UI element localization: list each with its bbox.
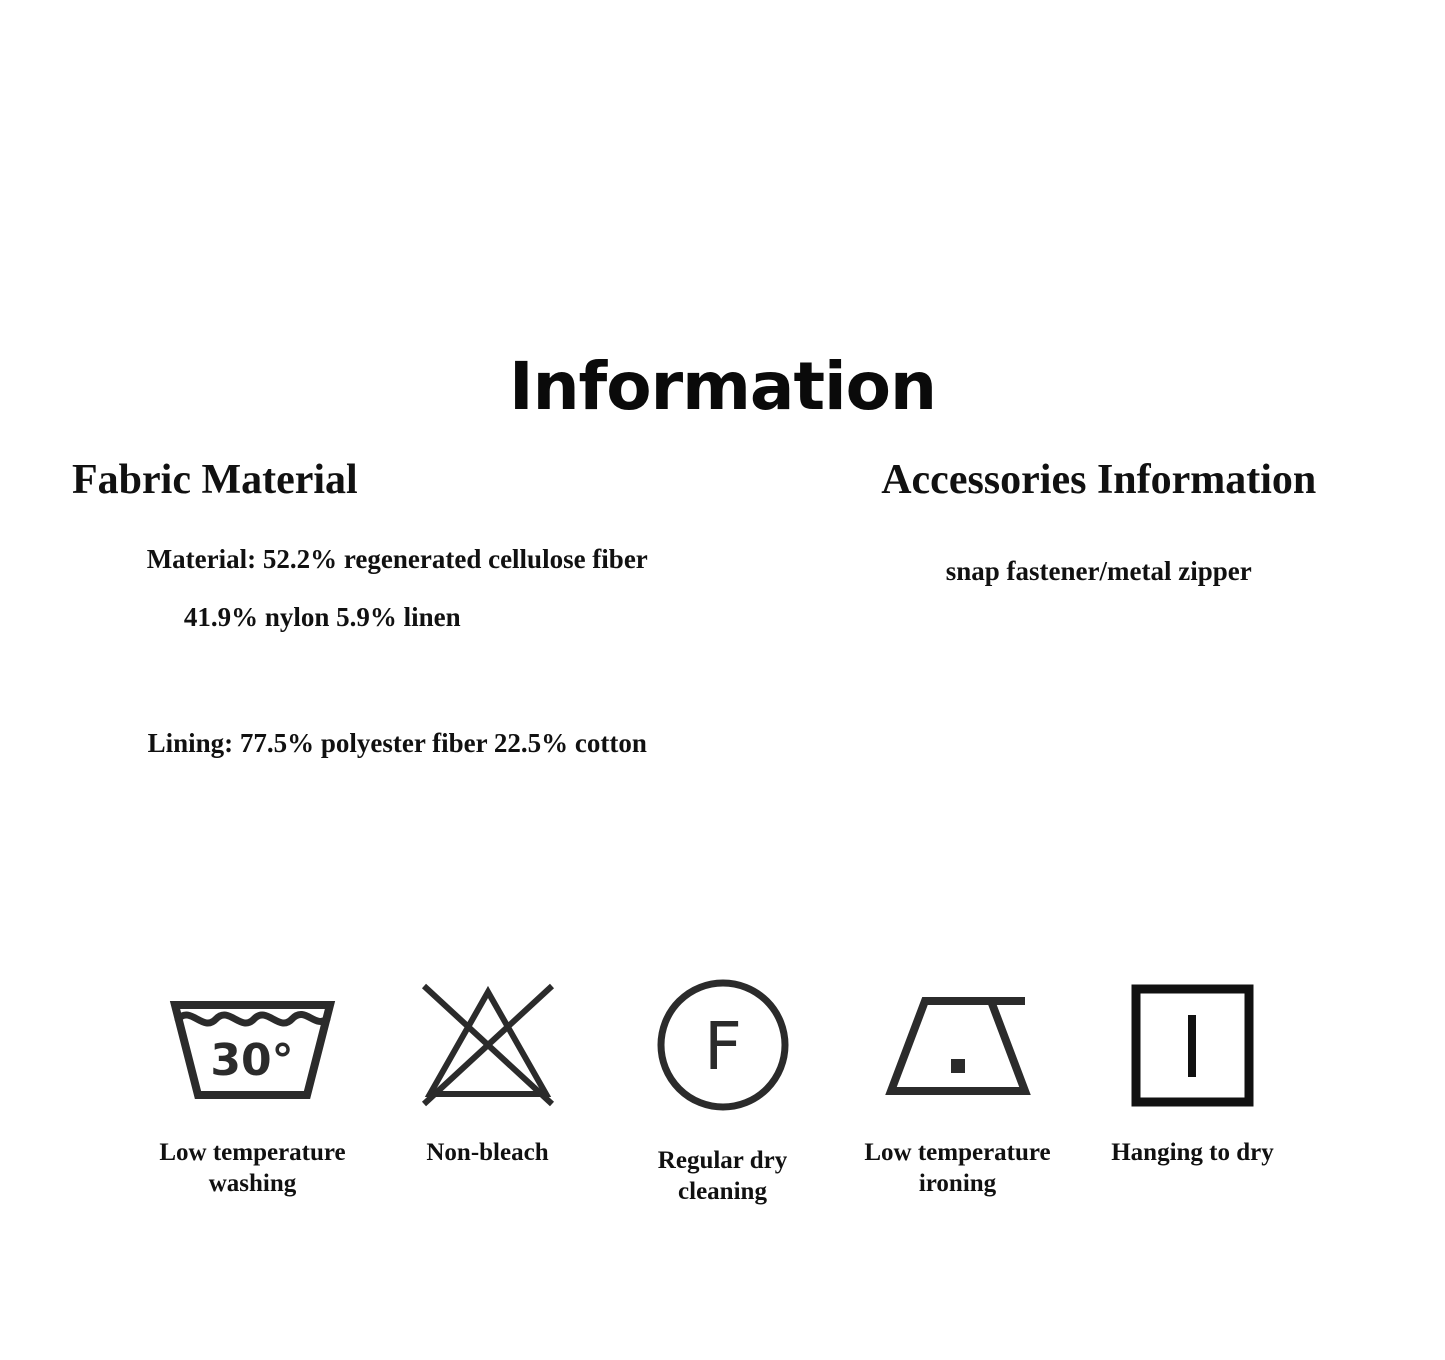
do-not-bleach-icon — [418, 975, 558, 1115]
care-symbol-label: Hanging to dry — [1111, 1139, 1274, 1166]
wash-30-icon — [165, 975, 340, 1115]
page-title: Information — [509, 348, 936, 425]
care-symbol-item — [840, 975, 1075, 1200]
fabric-material-column — [0, 455, 723, 761]
care-symbol-label: Low temperature ironing — [864, 1139, 1051, 1198]
iron-low-icon — [883, 975, 1033, 1115]
svg-text:30°: 30° — [210, 1034, 294, 1086]
info-columns — [0, 455, 1445, 761]
accessories-information-column — [723, 455, 1445, 761]
line-dry-icon — [1130, 975, 1255, 1115]
fabric-material-line-1: Material: 52.2% regenerated cellulose fiber — [146, 544, 648, 575]
care-symbols-row — [0, 975, 1445, 1208]
care-symbol-item — [370, 975, 605, 1168]
svg-text:F: F — [703, 1008, 742, 1085]
care-symbol-item — [605, 975, 840, 1208]
accessories-information-line-1: snap fastener/metal zipper — [945, 556, 1252, 587]
fabric-material-heading: Fabric Material — [72, 457, 358, 503]
fabric-material-line-2: 41.9% nylon 5.9% linen — [183, 602, 461, 633]
care-symbol-label: Non-bleach — [426, 1139, 549, 1166]
care-symbol-label: Low temperature washing — [159, 1139, 346, 1198]
care-symbol-label: Regular dry cleaning — [657, 1147, 788, 1206]
care-symbol-item — [1075, 975, 1310, 1168]
fabric-material-line-3: Lining: 77.5% polyester fiber 22.5% cotton — [147, 727, 647, 758]
care-symbol-item — [135, 975, 370, 1200]
dry-clean-f-icon — [653, 975, 793, 1115]
accessories-information-heading: Accessories Information — [881, 457, 1317, 503]
